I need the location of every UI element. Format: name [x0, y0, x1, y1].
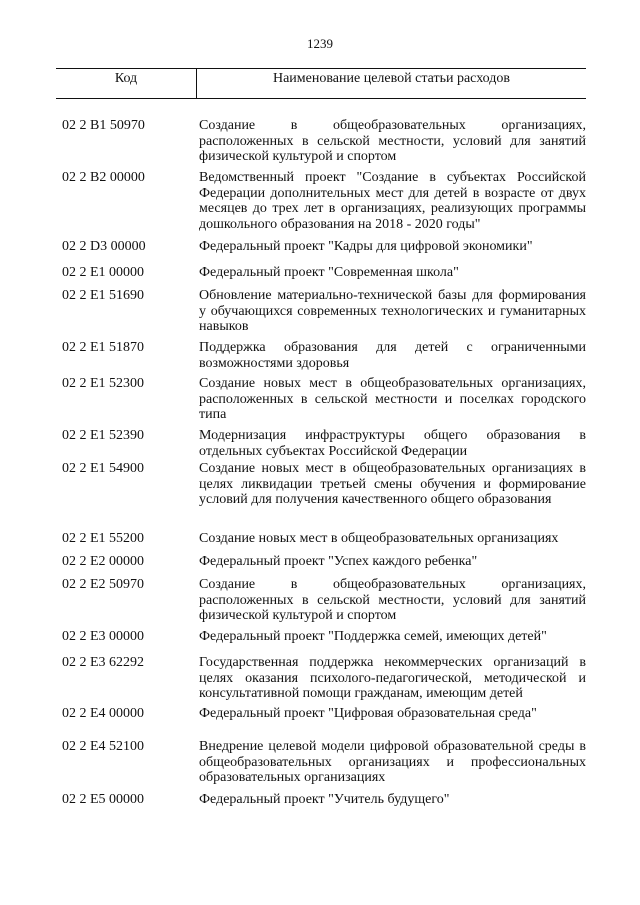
- table-top-border: [56, 68, 586, 69]
- row-code: 02 2 E3 00000: [62, 629, 145, 644]
- row-code: 02 2 E1 52390: [62, 428, 145, 443]
- row-code: 02 2 B1 50970: [62, 118, 145, 133]
- row-code: 02 2 E1 54900: [62, 461, 145, 476]
- row-code: 02 2 E1 00000: [62, 265, 145, 280]
- row-name: Поддержка образования для детей с ограниченными возможностями здоровья: [199, 340, 586, 371]
- code-column-header: Код: [114, 71, 138, 86]
- row-code: 02 2 E2 50970: [62, 577, 145, 592]
- row-name: Обновление материально-технической базы для формирования у обучающихся современных технологических и гуманитарных навыков: [199, 288, 586, 334]
- row-code: 02 2 E1 51690: [62, 288, 145, 303]
- row-code: 02 2 E5 00000: [62, 792, 145, 807]
- row-code: 02 2 E1 51870: [62, 340, 145, 355]
- row-name: Федеральный проект "Учитель будущего": [199, 792, 450, 807]
- row-code: 02 2 E2 00000: [62, 554, 145, 569]
- row-name: Модернизация инфраструктуры общего образования в отдельных субъектах Российской Федерации: [199, 428, 586, 459]
- row-name: Федеральный проект "Поддержка семей, имеющих детей": [199, 629, 547, 644]
- row-name: Федеральный проект "Успех каждого ребенка": [199, 554, 478, 569]
- row-name: Федеральный проект "Современная школа": [199, 265, 459, 280]
- row-code: 02 2 E1 52300: [62, 376, 145, 391]
- page-number: 1239: [307, 36, 333, 51]
- row-name: Создание новых мест в общеобразовательных организациях, расположенных в сельской местности и поселках городского типа: [199, 376, 586, 422]
- row-code: 02 2 E1 55200: [62, 531, 145, 546]
- row-code: 02 2 D3 00000: [62, 239, 146, 254]
- row-name: Создание в общеобразовательных организациях, расположенных в сельской местности, условий для занятий физической культурой и спортом: [199, 577, 586, 623]
- row-name: Федеральный проект "Кадры для цифровой экономики": [199, 239, 533, 254]
- row-code: 02 2 E4 00000: [62, 706, 145, 721]
- row-name: Внедрение целевой модели цифровой образовательной среды в общеобразовательных организациях и профессиональных образовательных организациях: [199, 739, 586, 785]
- row-name: Государственная поддержка некоммерческих организаций в целях оказания психолого-педагогической, методической и консультативной помощи гражданам, имеющим детей: [199, 655, 586, 701]
- row-name: Создание новых мест в общеобразовательных организациях: [199, 531, 559, 546]
- row-name: Ведомственный проект "Создание в субъектах Российской Федерации дополнительных мест для детей в возрасте от двух месяцев до трех лет в организациях, реализующих программы дошкольного образования на 2018 - 2020 годы": [199, 170, 586, 232]
- table-header-bottom-border: [56, 98, 586, 99]
- row-name: Создание в общеобразовательных организациях, расположенных в сельской местности, условий для занятий физической культурой и спортом: [199, 118, 586, 164]
- row-code: 02 2 B2 00000: [62, 170, 145, 185]
- row-name: Создание новых мест в общеобразовательных организациях в целях ликвидации третьей смены обучения и формирование условий для получения качественного общего образования: [199, 461, 586, 507]
- row-code: 02 2 E4 52100: [62, 739, 145, 754]
- row-name: Федеральный проект "Цифровая образовательная среда": [199, 706, 537, 721]
- row-code: 02 2 E3 62292: [62, 655, 145, 670]
- name-column-header: Наименование целевой статьи расходов: [272, 71, 511, 86]
